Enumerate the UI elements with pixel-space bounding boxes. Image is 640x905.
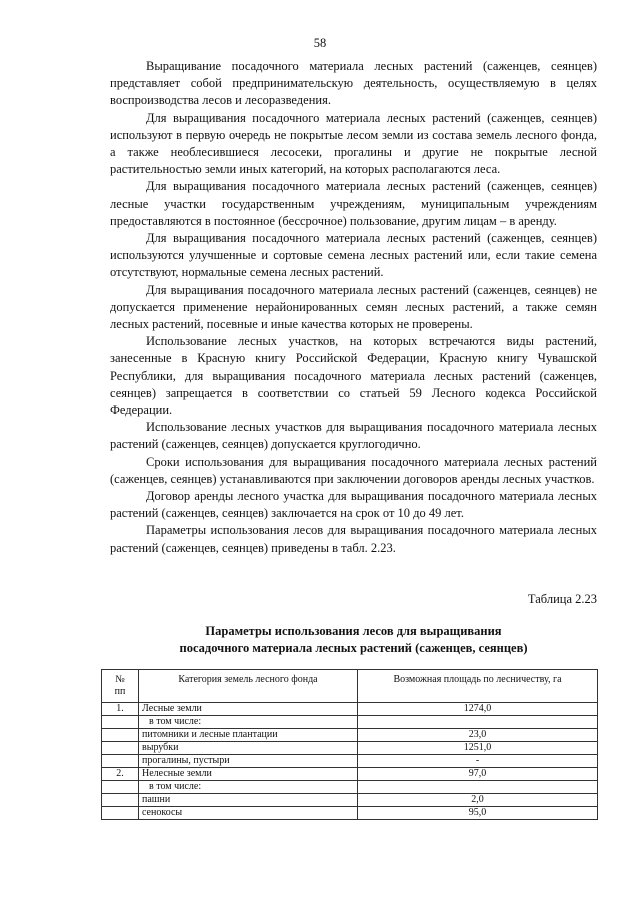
row-category: сенокосы: [139, 807, 358, 820]
table-row: [102, 781, 598, 794]
row-number: [102, 807, 139, 820]
row-category: Нелесные земли: [139, 768, 358, 781]
row-area: 23,0: [358, 729, 598, 742]
paragraph-7: Использование лесных участков для выращивания посадочного материала лесных растений (саженцев, сеянцев) допускается круглогодично.: [110, 420, 597, 452]
row-area: 1274,0: [358, 703, 598, 716]
row-category: питомники и лесные плантации: [139, 729, 358, 742]
paragraph-6: Использование лесных участков, на которых встречаются виды растений, занесенные в Красную книгу Российской Федерации, Красную книгу Чувашской Республики, для выращивания посадочного материала лесных растений (саженцев, сеянцев) запрещается в соответствии со статьей 59 Лесного кодекса Российской Федерации.: [110, 334, 597, 418]
row-number: [102, 729, 139, 742]
row-category: прогалины, пустыри: [139, 755, 358, 768]
table-title-line-1: Параметры использования лесов для выращивания: [205, 624, 502, 638]
row-number: [102, 755, 139, 768]
paragraph-10: Параметры использования лесов для выращивания посадочного материала лесных растений (саженцев, сеянцев) приведены в табл. 2.23.: [110, 523, 597, 555]
paragraph-9: Договор аренды лесного участка для выращивания посадочного материала лесных растений (саженцев, сеянцев) заключается на срок от 10 до 49 лет.: [110, 489, 597, 521]
paragraph-3: Для выращивания посадочного материала лесных растений (саженцев, сеянцев) лесные участки государственным учреждениям, муниципальным учреждениям предоставляются в постоянное (бессрочное) пользование, другим лицам – в аренду.: [110, 179, 597, 228]
row-number: 1.: [102, 703, 139, 716]
row-area: 1251,0: [358, 742, 598, 755]
table-row: [102, 742, 598, 755]
row-category: Лесные земли: [139, 703, 358, 716]
table-row: [102, 794, 598, 807]
paragraph-1: Выращивание посадочного материала лесных растений (саженцев, сеянцев) представляет собой предпринимательскую деятельность, осуществляемую в целях воспроизводства лесов и лесоразведения.: [110, 59, 597, 108]
row-number: [102, 742, 139, 755]
page-number: 58: [313, 36, 327, 50]
body-text: [110, 58, 597, 557]
table-title: [110, 623, 597, 657]
table-caption: Таблица 2.23: [527, 592, 597, 606]
row-category: пашни: [139, 794, 358, 807]
table-header-row: [102, 670, 598, 703]
table-row: [102, 768, 598, 781]
row-number: [102, 781, 139, 794]
header-number-line-2: пп: [114, 686, 126, 697]
table-row: [102, 807, 598, 820]
row-area: [358, 716, 598, 729]
row-area: [358, 781, 598, 794]
table-row: [102, 729, 598, 742]
row-number: [102, 716, 139, 729]
header-area: Возможная площадь по лесничеству, га: [358, 670, 598, 703]
table-row: [102, 716, 598, 729]
row-area: 2,0: [358, 794, 598, 807]
row-number: 2.: [102, 768, 139, 781]
paragraph-4: Для выращивания посадочного материала лесных растений (саженцев, сеянцев) используются улучшенные и сортовые семена лесных растений или, если такие семена отсутствуют, нормальные семена лесных растений.: [110, 231, 597, 280]
table-row: [102, 703, 598, 716]
row-category: в том числе:: [139, 781, 358, 794]
row-category: в том числе:: [139, 716, 358, 729]
row-category: вырубки: [139, 742, 358, 755]
header-number: [102, 670, 139, 703]
parameters-table: [101, 669, 598, 820]
row-number: [102, 794, 139, 807]
row-area: 97,0: [358, 768, 598, 781]
paragraph-8: Сроки использования для выращивания посадочного материала лесных растений (саженцев, сеянцев) устанавливаются при заключении договоров аренды лесных участков.: [110, 454, 597, 486]
table-row: [102, 755, 598, 768]
header-category: Категория земель лесного фонда: [139, 670, 358, 703]
paragraph-2: Для выращивания посадочного материала лесных растений (саженцев, сеянцев) используют в первую очередь не покрытые лесом земли из состава земель лесного фонда, а также необлесившиеся лесосеки, прогалины и другие не покрытые лесной растительностью земли иных категорий, на которых располагаются леса.: [110, 110, 597, 177]
row-area: 95,0: [358, 807, 598, 820]
paragraph-5: Для выращивания посадочного материала лесных растений (саженцев, сеянцев) не допускается применение нерайонированных семян лесных растений, а также семян лесных растений, посевные и иные качества которых не проверены.: [110, 282, 597, 332]
table-title-line-2: посадочного материала лесных растений (саженцев, сеянцев): [179, 641, 528, 655]
row-area: -: [358, 755, 598, 768]
header-number-line-1: №: [115, 674, 125, 685]
